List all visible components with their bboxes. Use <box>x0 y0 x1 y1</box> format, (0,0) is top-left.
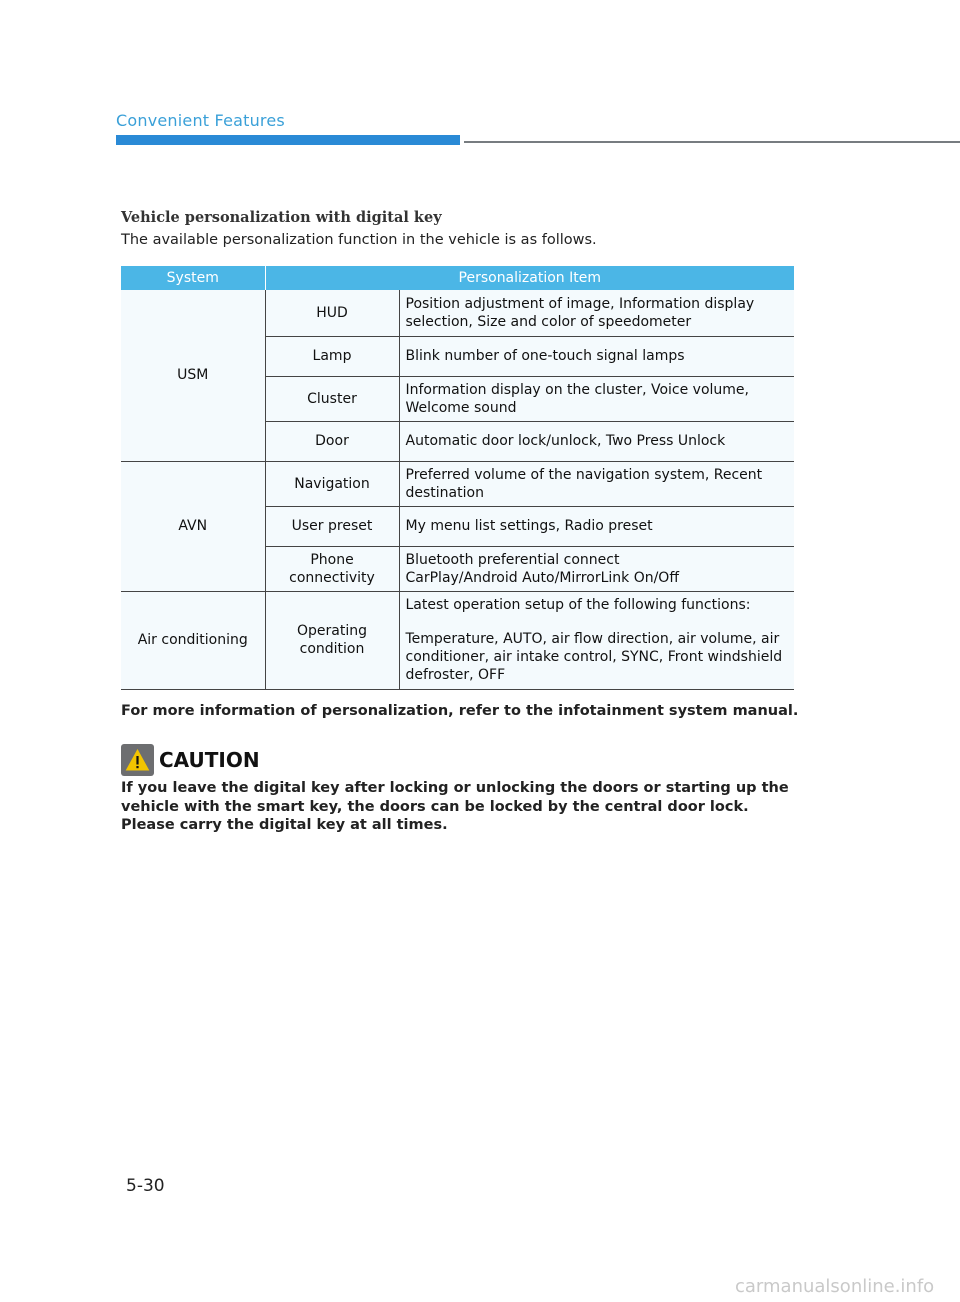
description-line: Preferred volume of the navigation system, Recent destination <box>405 466 763 501</box>
header-divider-rule <box>464 141 960 143</box>
description-line: My menu list settings, Radio preset <box>405 518 653 534</box>
item-cell: User preset <box>265 506 399 546</box>
system-cell: USM <box>121 290 265 461</box>
caution-icon-box <box>121 744 154 776</box>
description-line: Blink number of one-touch signal lamps <box>405 348 685 364</box>
item-cell: HUD <box>265 290 399 336</box>
intro-text: The available personalization function in the vehicle is as follows. <box>121 232 597 248</box>
page-number: 5-30 <box>126 1176 165 1196</box>
description-cell <box>399 336 794 376</box>
description-line: CarPlay/Android Auto/MirrorLink On/Off <box>405 569 679 586</box>
description-line: Latest operation setup of the following functions: <box>405 597 751 613</box>
description-cell <box>399 546 794 591</box>
description-line: Bluetooth preferential connect <box>405 551 620 568</box>
description-line: Automatic door lock/unlock, Two Press Unlock <box>405 433 726 449</box>
description-cell <box>399 461 794 506</box>
description-line: Information display on the cluster, Voice volume, Welcome sound <box>405 381 749 416</box>
description-line: Temperature, AUTO, air flow direction, air volume, air conditioner, air intake control, SYNC, Front windshield defroster, OFF <box>405 631 783 683</box>
description-cell <box>399 376 794 421</box>
section-heading: Vehicle personalization with digital key <box>121 209 442 226</box>
item-cell: Cluster <box>265 376 399 421</box>
item-cell: Lamp <box>265 336 399 376</box>
item-cell: Navigation <box>265 461 399 506</box>
item-cell: Operating condition <box>265 591 399 689</box>
item-cell: Phone connectivity <box>265 546 399 591</box>
item-cell: Door <box>265 421 399 461</box>
watermark: carmanualsonline.info <box>735 1276 935 1297</box>
description-cell <box>399 506 794 546</box>
description-cell <box>399 421 794 461</box>
section-header-title: Convenient Features <box>116 111 285 130</box>
header-accent-rule <box>116 135 460 145</box>
caution-title: CAUTION <box>159 748 260 772</box>
column-header-system: System <box>121 266 265 290</box>
table-row <box>121 591 794 689</box>
table-row <box>121 290 794 336</box>
description-cell <box>399 591 794 689</box>
system-cell: AVN <box>121 461 265 591</box>
infotainment-note: For more information of personalization, refer to the infotainment system manual. <box>121 703 799 719</box>
description-cell <box>399 290 794 336</box>
system-cell: Air conditioning <box>121 591 265 689</box>
caution-text: If you leave the digital key after locking or unlocking the doors or starting up the vehicle with the smart key, the doors can be locked by the central door lock. Please carry the digital key at all times. <box>121 780 789 833</box>
personalization-table <box>121 266 794 690</box>
column-header-item: Personalization Item <box>265 266 794 290</box>
table-row <box>121 461 794 506</box>
description-line: Position adjustment of image, Information display selection, Size and color of speedometer <box>405 295 755 330</box>
warning-triangle-icon <box>125 748 150 772</box>
